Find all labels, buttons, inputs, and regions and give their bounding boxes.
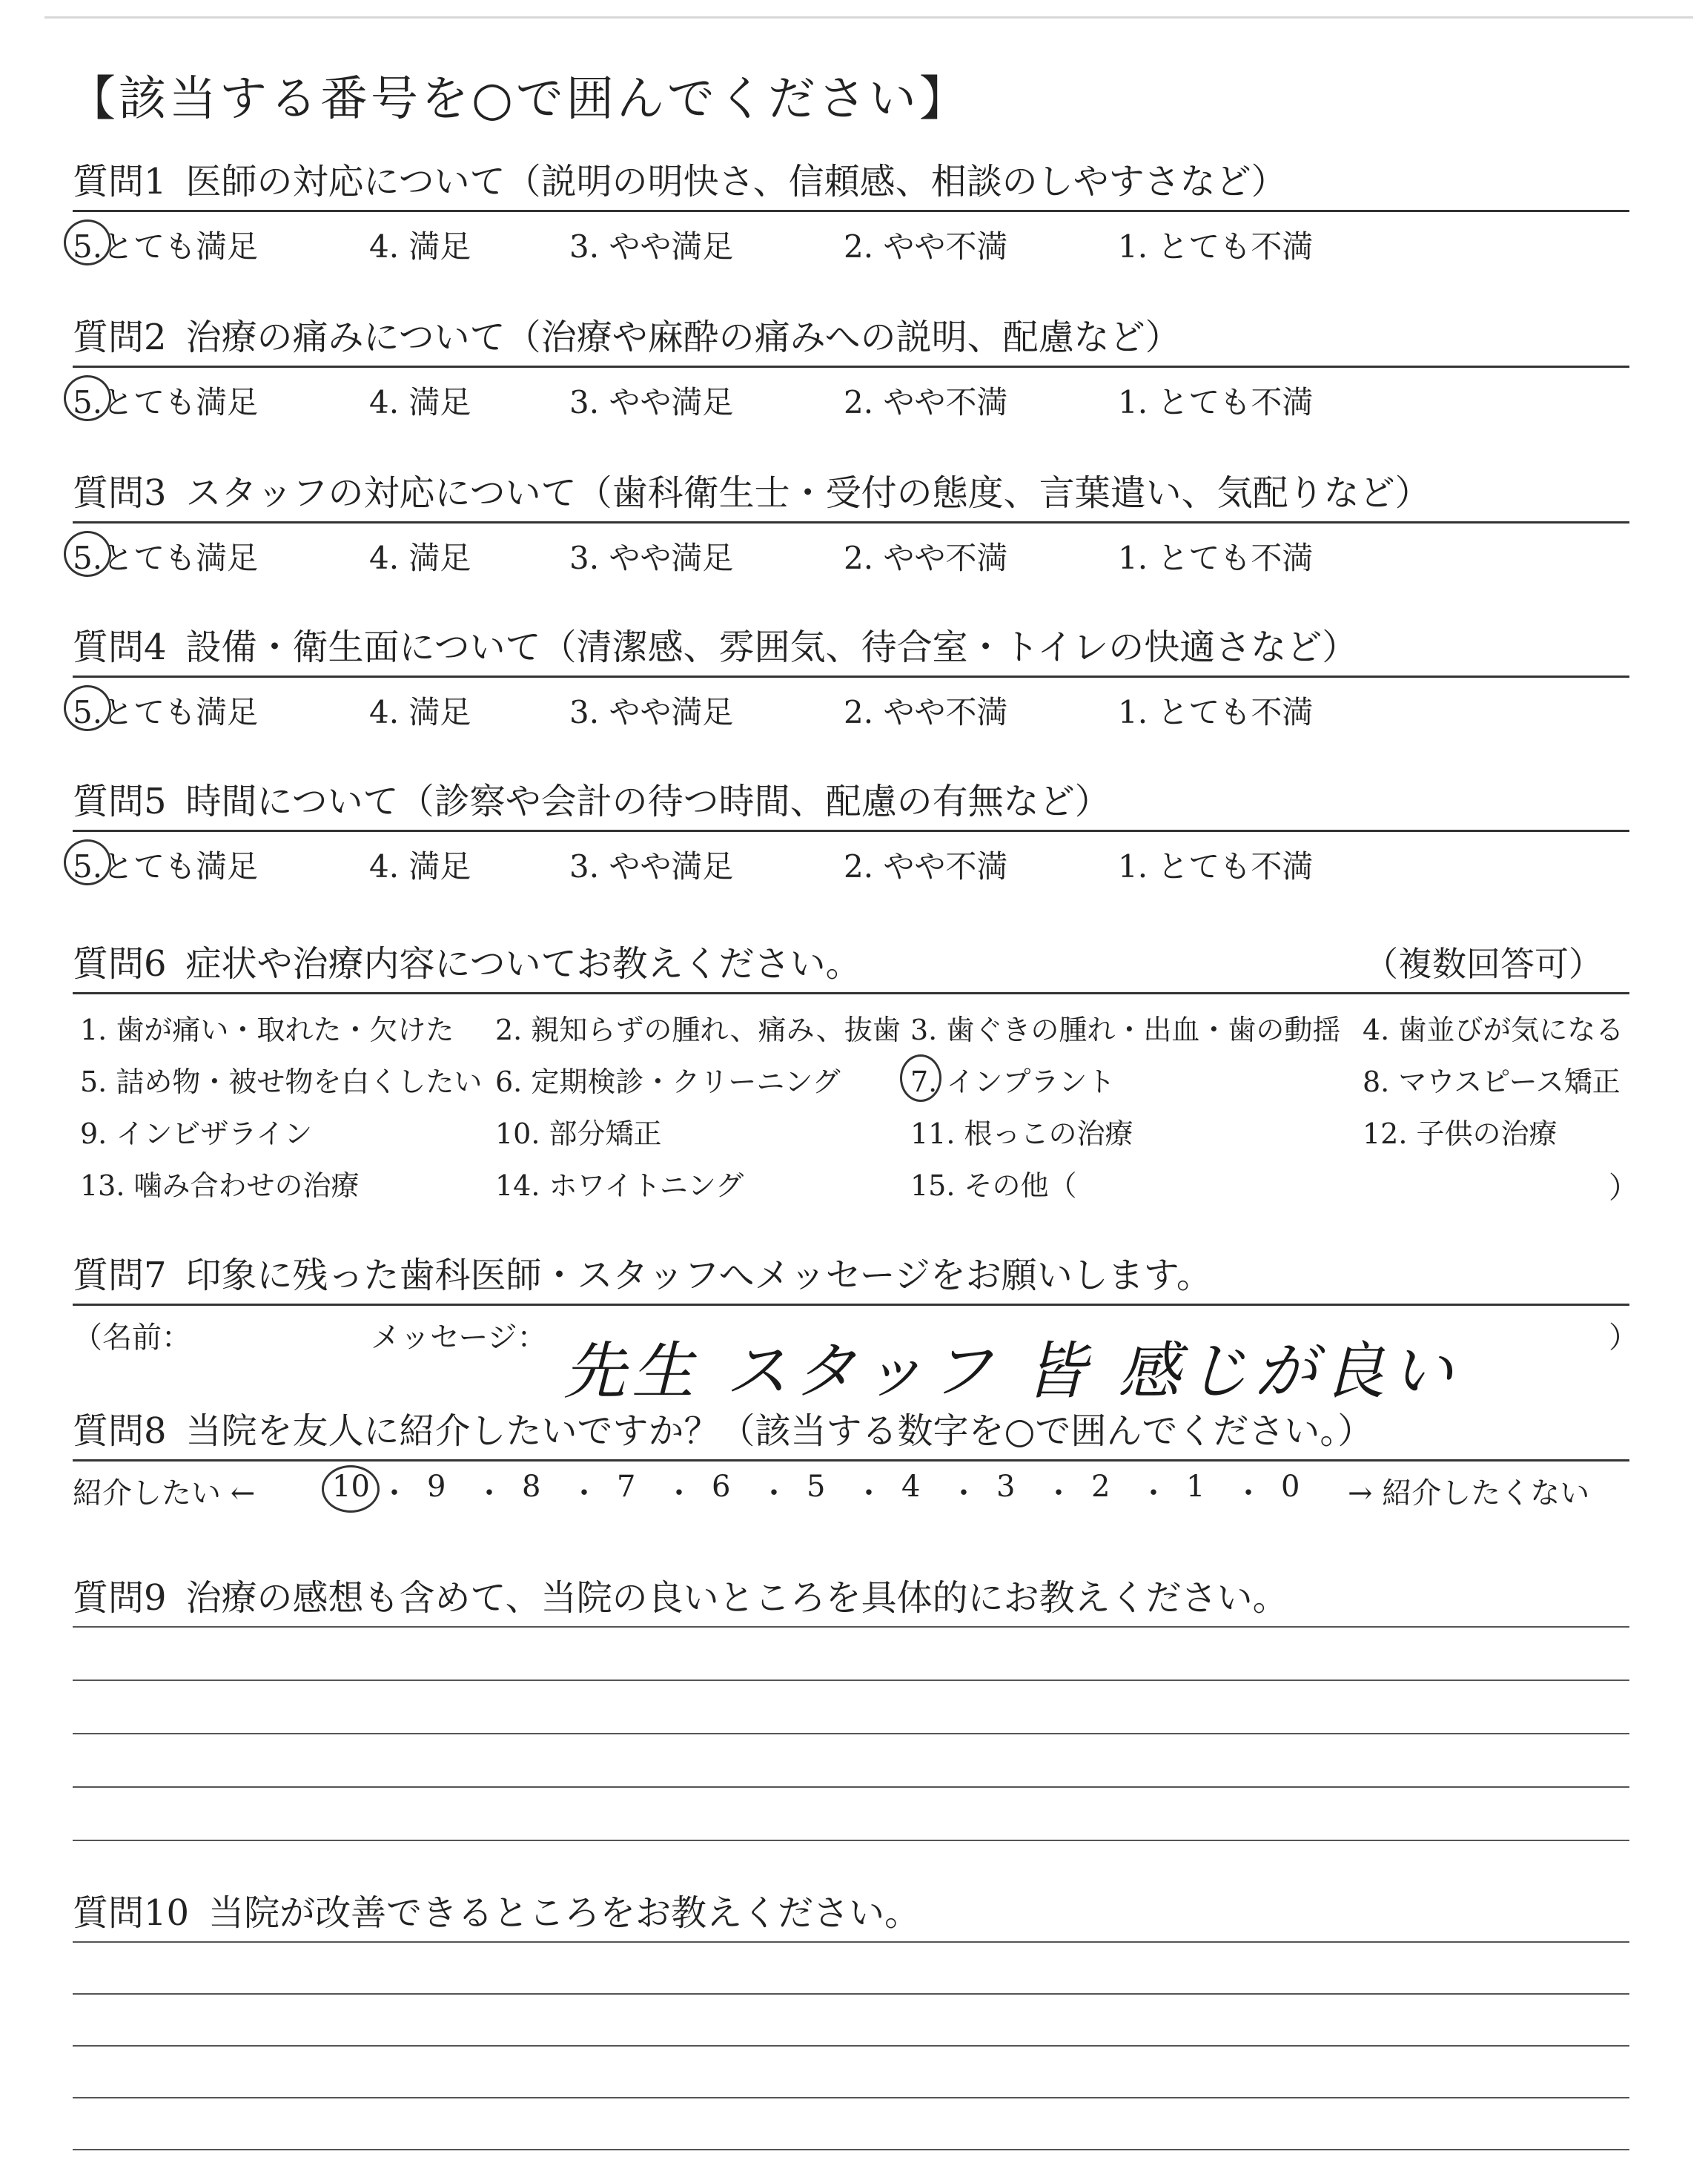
question-heading — [73, 621, 1629, 673]
rating-option[interactable]: 4. 満足 — [369, 848, 471, 885]
question-number: 質問8 — [73, 1410, 167, 1452]
treatment-option[interactable]: 6. 定期検診・クリーニング — [495, 1066, 841, 1098]
scale-separator: ・ — [759, 1476, 789, 1510]
multiple-answers-note: （複数回答可） — [1364, 944, 1603, 984]
rating-option[interactable]: 1. とても不満 — [1118, 540, 1314, 576]
rating-option[interactable]: 1. とても不満 — [1118, 848, 1314, 885]
question-6-rule — [73, 992, 1629, 994]
treatment-option[interactable]: 7. インプラント — [910, 1066, 1116, 1098]
scale-separator: ・ — [1044, 1476, 1073, 1510]
question-5 — [73, 776, 1629, 828]
rating-option[interactable]: 4. 満足 — [369, 228, 471, 265]
form-title: 【該当する番号を○で囲んでください】 — [68, 72, 970, 127]
treatment-option[interactable]: 13. 噛み合わせの治療 — [80, 1169, 360, 1202]
question-text: 医師の対応について（説明の明快さ、信頼感、相談のしやすさなど） — [185, 161, 1287, 202]
scale-value[interactable]: 4 — [901, 1470, 921, 1504]
rating-option[interactable]: 3. やや満足 — [569, 540, 734, 576]
scale-value[interactable]: 1 — [1186, 1470, 1205, 1504]
rating-option[interactable]: 5.とても満足 — [73, 384, 259, 420]
answer-line[interactable] — [73, 2149, 1629, 2150]
treatment-option[interactable]: 3. 歯ぐきの腫れ・出血・歯の動揺 — [910, 1014, 1341, 1046]
scale-left-label: 紹介したい ← — [73, 1476, 256, 1510]
answer-line[interactable] — [73, 1993, 1629, 1995]
scale-separator: ・ — [474, 1476, 504, 1510]
scale-separator: ・ — [1234, 1476, 1263, 1510]
scale-value[interactable]: 6 — [712, 1470, 731, 1504]
scale-value[interactable]: 5 — [807, 1470, 826, 1504]
message-close-paren: ） — [1609, 1321, 1638, 1355]
selection-circle — [64, 219, 111, 265]
scale-separator: ・ — [569, 1476, 599, 1510]
question-heading — [73, 776, 1629, 828]
scale-right-label: → 紹介したくない — [1348, 1476, 1590, 1510]
answer-line[interactable] — [73, 2045, 1629, 2047]
selection-circle — [900, 1054, 941, 1102]
rating-option[interactable]: 5.とても満足 — [73, 694, 259, 730]
scale-value[interactable]: 2 — [1091, 1470, 1110, 1504]
question-text: 治療の痛みについて（治療や麻酔の痛みへの説明、配慮など） — [185, 317, 1181, 358]
question-3 — [73, 467, 1629, 519]
question-text: 治療の感想も含めて、当院の良いところを具体的にお教えください。 — [185, 1577, 1288, 1619]
rating-option[interactable]: 2. やや不満 — [844, 384, 1008, 420]
rating-option[interactable]: 2. やや不満 — [844, 694, 1008, 730]
question-heading — [73, 467, 1629, 519]
question-number: 質問4 — [73, 627, 167, 668]
question-9 — [73, 1572, 1629, 1624]
answer-line[interactable] — [73, 2097, 1629, 2098]
question-number: 質問5 — [73, 781, 167, 822]
rating-option[interactable]: 4. 満足 — [369, 694, 471, 730]
question-number: 質問3 — [73, 472, 167, 514]
question-number: 質問7 — [73, 1255, 167, 1296]
question-heading — [73, 311, 1629, 363]
treatment-option[interactable]: 2. 親知らずの腫れ、痛み、抜歯 — [495, 1014, 901, 1046]
treatment-option[interactable]: 1. 歯が痛い・取れた・欠けた — [80, 1014, 454, 1046]
rating-option[interactable]: 1. とても不満 — [1118, 694, 1314, 730]
scale-value[interactable]: 0 — [1281, 1470, 1300, 1504]
rating-option[interactable]: 3. やや満足 — [569, 848, 734, 885]
treatment-option[interactable]: 10. 部分矯正 — [495, 1117, 662, 1150]
question-text: 時間について（診察や会計の待つ時間、配慮の有無など） — [185, 781, 1110, 822]
answer-line[interactable] — [73, 1941, 1629, 1943]
question-8 — [73, 1405, 1629, 1457]
treatment-option[interactable]: 4. 歯並びが気になる — [1363, 1014, 1624, 1046]
top-edge-line — [44, 16, 1693, 19]
question-text: 当院が改善できるところをお教えください。 — [208, 1892, 921, 1934]
selection-circle — [64, 839, 111, 885]
question-5-rule — [73, 830, 1629, 832]
selection-circle — [322, 1465, 380, 1513]
question-1-rule — [73, 210, 1629, 212]
selection-circle — [64, 531, 111, 577]
answer-line[interactable] — [73, 1733, 1629, 1734]
question-8-rule — [73, 1459, 1629, 1462]
selection-circle — [64, 375, 111, 421]
question-3-rule — [73, 521, 1629, 524]
question-text: 印象に残った歯科医師・スタッフへメッセージをお願いします。 — [185, 1255, 1212, 1296]
scale-value[interactable]: 9 — [427, 1470, 446, 1504]
other-close-paren: ） — [1609, 1171, 1638, 1205]
question-4-rule — [73, 676, 1629, 678]
rating-option[interactable]: 3. やや満足 — [569, 694, 734, 730]
question-10 — [73, 1887, 1629, 1939]
scale-value[interactable]: 7 — [617, 1470, 636, 1504]
question-number: 質問2 — [73, 317, 167, 358]
question-text: 当院を友人に紹介したいですか？（該当する数字を○で囲んでください。） — [185, 1410, 1374, 1452]
treatment-option[interactable]: 11. 根っこの治療 — [910, 1117, 1133, 1150]
rating-option[interactable]: 1. とても不満 — [1118, 228, 1314, 265]
question-text: 症状や治療内容についてお教えください。 — [185, 943, 861, 985]
rating-option[interactable]: 4. 満足 — [369, 540, 471, 576]
question-1 — [73, 156, 1629, 208]
message-label: メッセージ： — [371, 1321, 547, 1355]
scale-separator: ・ — [1139, 1476, 1168, 1510]
answer-line[interactable] — [73, 1626, 1629, 1628]
treatment-option[interactable]: 8. マウスピース矯正 — [1363, 1066, 1621, 1098]
rating-option[interactable]: 2. やや不満 — [844, 228, 1008, 265]
question-4 — [73, 621, 1629, 673]
scale-value[interactable]: 10 — [332, 1470, 370, 1504]
question-2 — [73, 311, 1629, 363]
rating-option[interactable]: 2. やや不満 — [844, 540, 1008, 576]
answer-line[interactable] — [73, 1786, 1629, 1788]
rating-option[interactable]: 4. 満足 — [369, 384, 471, 420]
rating-option[interactable]: 5.とても満足 — [73, 540, 259, 576]
scale-separator: ・ — [380, 1476, 409, 1510]
question-number: 質問9 — [73, 1577, 167, 1619]
rating-option[interactable]: 1. とても不満 — [1118, 384, 1314, 420]
question-7 — [73, 1249, 1629, 1301]
scale-separator: ・ — [854, 1476, 884, 1510]
rating-option[interactable]: 2. やや不満 — [844, 848, 1008, 885]
answer-line[interactable] — [73, 1680, 1629, 1681]
question-2-rule — [73, 366, 1629, 368]
answer-line[interactable] — [73, 1840, 1629, 1841]
rating-option[interactable]: 5.とても満足 — [73, 848, 259, 885]
treatment-option[interactable]: 12. 子供の治療 — [1363, 1117, 1558, 1150]
treatment-option[interactable]: 14. ホワイトニング — [495, 1169, 744, 1202]
scale-value[interactable]: 3 — [996, 1470, 1016, 1504]
selection-circle — [64, 685, 111, 731]
rating-option[interactable]: 5.とても満足 — [73, 228, 259, 265]
treatment-option[interactable]: 5. 詰め物・被せ物を白くしたい — [80, 1066, 483, 1098]
question-text: 設備・衛生面について（清潔感、雰囲気、待合室・トイレの快適さなど） — [185, 627, 1358, 668]
rating-option[interactable]: 3. やや満足 — [569, 228, 734, 265]
scale-separator: ・ — [949, 1476, 979, 1510]
question-number: 質問6 — [73, 943, 167, 985]
question-7-rule — [73, 1304, 1629, 1306]
treatment-option[interactable]: 15. その他（ — [910, 1169, 1077, 1202]
question-heading — [73, 156, 1629, 208]
question-number: 質問1 — [73, 161, 167, 202]
scale-separator: ・ — [664, 1476, 694, 1510]
name-label: （名前： — [73, 1321, 191, 1355]
question-text: スタッフの対応について（歯科衛生士・受付の態度、言葉遣い、気配りなど） — [185, 472, 1431, 514]
question-number: 質問10 — [73, 1892, 190, 1934]
handwritten-message: 先生 スタッフ 皆 感じが良い — [563, 1335, 1460, 1407]
treatment-option[interactable]: 9. インビザライン — [80, 1117, 313, 1150]
scale-value[interactable]: 8 — [522, 1470, 541, 1504]
rating-option[interactable]: 3. やや満足 — [569, 384, 734, 420]
